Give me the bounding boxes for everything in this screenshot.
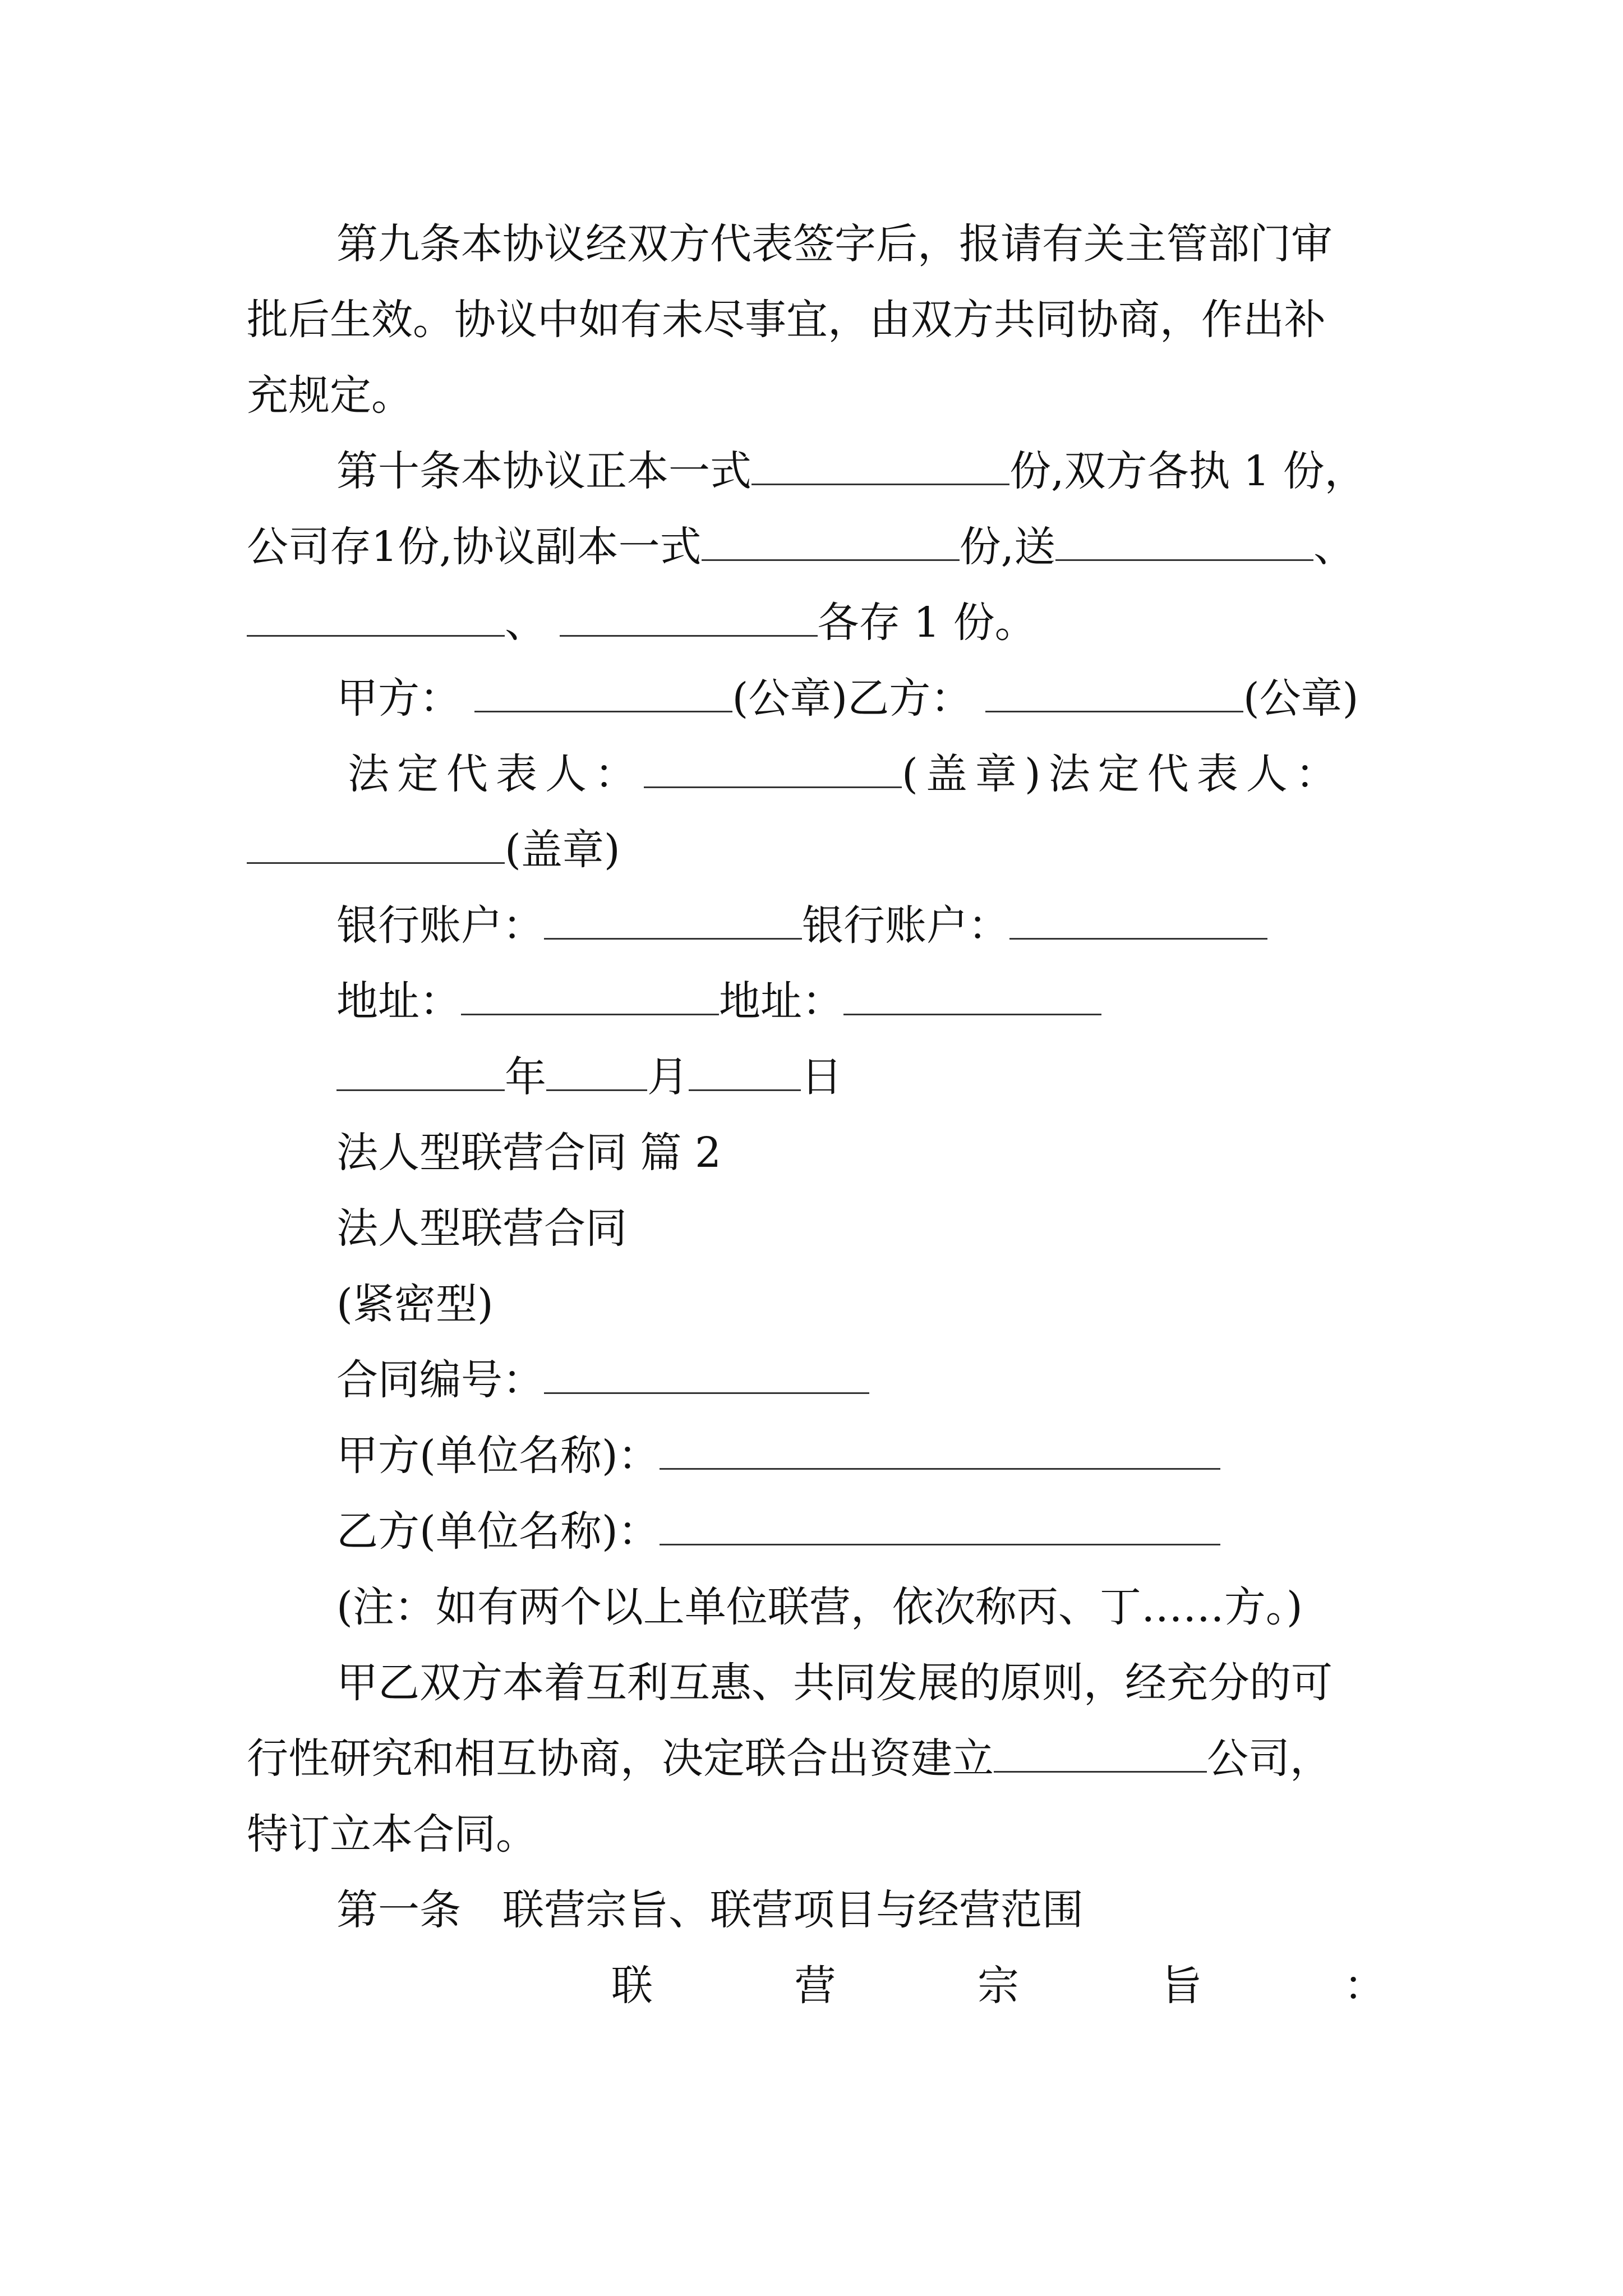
recipient-blank-1	[1055, 520, 1313, 561]
article-9-line-1: 第九条本协议经双方代表签字后，报请有关主管部门审	[336, 220, 1332, 268]
legal-rep-a-blank	[644, 747, 902, 788]
duplicate-copies-blank	[702, 520, 960, 561]
date-line: 年 月 日	[336, 1049, 842, 1105]
article-9-line-2: 批后生效。协议中如有未尽事宜，由双方共同协商，作出补	[247, 296, 1326, 344]
bank-account-a-blank	[544, 899, 802, 940]
address-line: 地址： 地址：	[336, 973, 1101, 1029]
article-10-line-1: 第十条本协议正本一式 份,双方各执 1 份，	[336, 443, 1366, 499]
article-10-line-2: 公司存1份,协议副本一式 份,送 、	[247, 519, 1355, 575]
contract-number-line: 合同编号：	[336, 1352, 869, 1408]
recipient-blank-2	[247, 596, 505, 637]
year-blank	[336, 1050, 505, 1091]
month-blank	[546, 1050, 647, 1091]
address-b-blank	[843, 974, 1101, 1015]
purpose-label-line: 联 营 宗 旨 ：	[611, 1962, 1385, 2010]
section-heading: 法人型联营合同 篇 2	[336, 1129, 722, 1177]
copies-blank	[751, 444, 1009, 485]
company-name-blank	[994, 1732, 1207, 1773]
bank-account-b-blank	[1009, 899, 1267, 940]
legal-rep-seal-line: (盖章)	[247, 822, 620, 878]
party-b-name-blank	[660, 1504, 1220, 1545]
party-a-blank	[474, 671, 732, 712]
party-a-name-blank	[660, 1429, 1220, 1470]
article-10-line-3: 、 各存 1 份。	[247, 595, 1036, 651]
address-a-blank	[461, 974, 719, 1015]
note-line: (注：如有两个以上单位联营，依次称丙、丁……方。)	[336, 1583, 1303, 1631]
party-seal-line: 甲方： (公章)乙方： (公章)	[336, 670, 1359, 726]
preamble-line-2: 行性研究和相互协商，决定联合出资建立 公司，	[247, 1731, 1331, 1787]
contract-number-blank	[544, 1353, 869, 1394]
article-9-line-3: 充规定。	[247, 371, 413, 420]
day-blank	[689, 1050, 801, 1091]
article-1-heading: 第一条 联营宗旨、联营项目与经营范围	[336, 1886, 1083, 1934]
party-a-name-line: 甲方(单位名称)：	[336, 1428, 1220, 1484]
contract-title: 法人型联营合同	[336, 1204, 627, 1253]
preamble-line-1: 甲乙双方本着互利互惠、共同发展的原则，经充分的可	[336, 1659, 1332, 1707]
party-b-name-line: 乙方(单位名称)：	[336, 1503, 1220, 1559]
recipient-blank-3	[560, 596, 818, 637]
contract-type: (紧密型)	[336, 1280, 494, 1328]
bank-account-line: 银行账户： 银行账户：	[336, 898, 1267, 954]
party-b-blank	[985, 671, 1243, 712]
preamble-line-3: 特订立本合同。	[247, 1810, 537, 1858]
legal-rep-b-blank	[247, 823, 505, 864]
legal-rep-line: 法定代表人： (盖章)法定代表人：	[348, 746, 1345, 802]
